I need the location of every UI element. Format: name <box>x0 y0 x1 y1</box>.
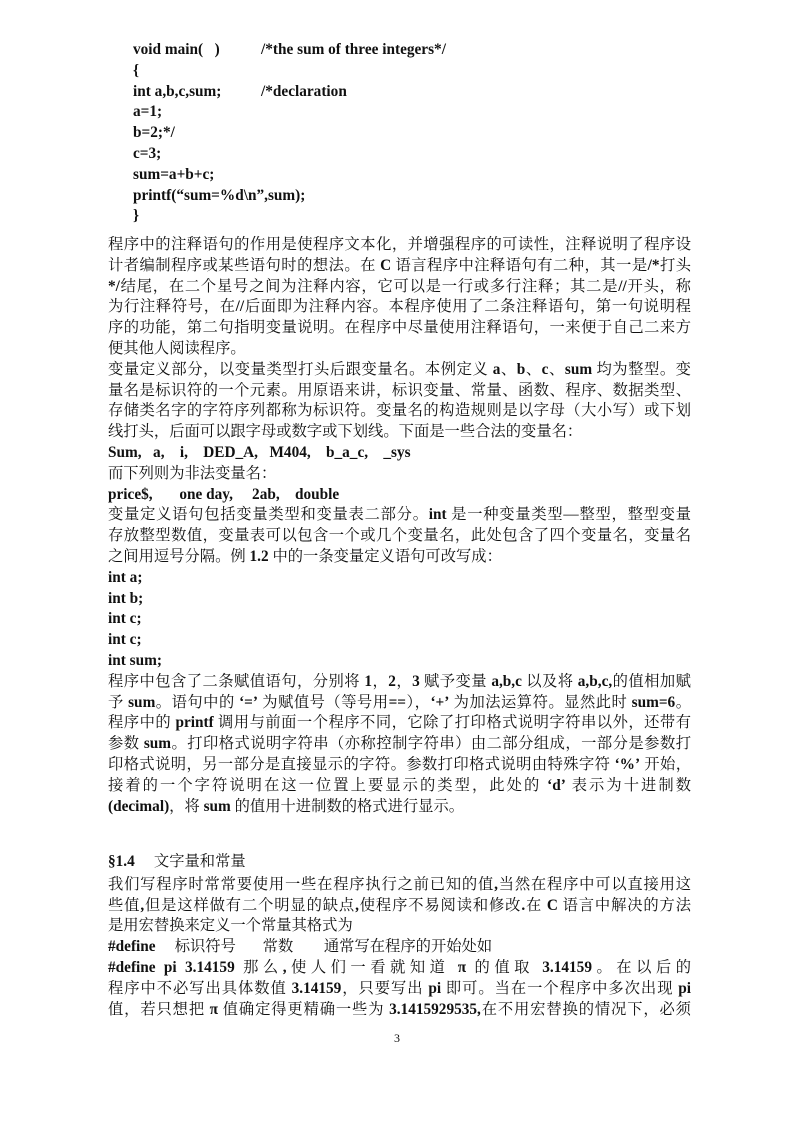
latin-run: int a; <box>108 568 143 586</box>
latin-run: sum <box>128 693 156 711</box>
latin-run: sum <box>203 797 231 815</box>
latin-run: ‘d’ <box>547 776 566 794</box>
code-comment: /*declaration <box>261 82 347 100</box>
latin-run: // <box>618 277 627 295</box>
body-text-variables <box>108 235 691 817</box>
latin-run: c <box>541 360 549 378</box>
text-line: 变量定义部分，以变量类型打头后跟变量名。本例定义 a、b、c、sum 均为整型。变 <box>108 360 691 378</box>
latin-run: pi <box>428 979 442 997</box>
code-line <box>133 144 533 165</box>
text-line: */结尾，在二个星号之间为注释内容，它可以是一行或多行注释；其二是//开头，称 <box>108 277 691 295</box>
latin-run: , <box>282 958 287 976</box>
latin-run: , <box>355 896 359 914</box>
text-line <box>108 568 691 589</box>
text-line <box>108 485 691 506</box>
latin-run: C <box>380 256 392 274</box>
latin-run: sum <box>564 360 593 378</box>
text-line <box>108 443 691 464</box>
text-line <box>108 609 691 630</box>
latin-run: C <box>546 896 558 914</box>
latin-run: , <box>494 875 498 893</box>
text-line: 为行注释符号，在//后面即为注释内容。本程序使用了二条注释语句，第一句说明程 <box>108 298 691 316</box>
code-text: int a,b,c,sum; <box>133 82 222 100</box>
text-line: 是用宏替换来定义一个常量其格式为 <box>108 917 353 935</box>
latin-run: sum=6 <box>631 693 676 711</box>
text-line: 计者编制程序或某些语句时的想法。在 C 语言程序中注释语句有二种，其一是/*打头 <box>108 256 691 274</box>
latin-run: #define <box>108 938 156 956</box>
section-heading: §1.4 文字量和常量 <box>108 853 246 870</box>
text-line: 序的功能，第二句指明变量说明。在程序中尽量使用注释语句，一来便于自己二来方 <box>108 319 691 337</box>
latin-run: . <box>521 896 526 914</box>
text-line: 印格式说明，另一部分是直接显示的字符。参数打印格式说明由特殊字符 ‘%’ 开始， <box>108 755 691 773</box>
code-text: { <box>133 61 140 79</box>
latin-run: */ <box>108 277 120 295</box>
latin-run: 3 <box>412 672 420 690</box>
latin-run: ‘+’ <box>430 693 450 711</box>
section-1-4-constants <box>108 852 691 1020</box>
text-line: 接着的一个字符说明在这一位置上要显示的类型，此处的 ‘d’ 表示为十进制数 <box>108 776 691 794</box>
latin-run: (decimal) <box>108 797 170 815</box>
text-line: 参数 sum。打印格式说明字符串（亦称控制字符串）由二部分组成，一部分是参数打 <box>108 735 691 753</box>
latin-run: ‘=’ <box>239 693 258 711</box>
code-line <box>133 186 533 207</box>
latin-run: /* <box>647 256 660 274</box>
latin-run: b <box>516 360 526 378</box>
latin-run: a,b,c, <box>577 672 613 690</box>
latin-run: 3.14159 <box>542 958 592 976</box>
latin-run: 2 <box>388 672 396 690</box>
text-line: 之间用逗号分隔。例 1.2 中的一条变量定义语句可改写成： <box>108 547 502 565</box>
latin-run: ‘%’ <box>614 755 641 773</box>
text-line: 程序中的注释语句的作用是使程序文本化，并增强程序的可读性，注释说明了程序设 <box>108 236 691 253</box>
text-line <box>108 651 691 672</box>
latin-run: // <box>235 298 245 316</box>
latin-run: sum <box>143 735 172 753</box>
text-line: 线打头，后面可以跟字母或数字或下划线。下面是一些合法的变量名： <box>108 423 583 441</box>
latin-run: π <box>209 1000 219 1018</box>
text-line: #define 标识符号 常数 通常写在程序的开始处如 <box>108 938 493 956</box>
text-line: 值，若只想把 π 值确定得更精确一些为 3.1415929535,在不用宏替换的情况下，必须 <box>108 1000 691 1018</box>
code-text: printf(“sum=%d\n”,sum); <box>133 186 306 204</box>
latin-run: printf <box>175 714 214 732</box>
latin-run: price$, one day, 2ab, double <box>108 485 340 503</box>
text-line: 程序中包含了二条赋值语句，分别将 1，2，3 赋予变量 a,b,c 以及将 a,b,c,的值相加赋 <box>108 672 691 690</box>
code-text: void main( ) <box>133 41 220 58</box>
page-number: 3 <box>394 1031 400 1045</box>
text-line: 便其他人阅读程序。 <box>108 339 246 357</box>
latin-run: a <box>492 360 501 378</box>
code-listing <box>133 40 533 227</box>
text-line: 变量定义语句包括变量类型和变量表二部分。int 是一种变量类型—整型，整型变量 <box>108 506 691 524</box>
latin-run: int b; <box>108 589 144 607</box>
latin-run: 3.1415929535, <box>389 1000 481 1018</box>
text-line <box>108 589 691 610</box>
code-text: } <box>133 207 140 225</box>
latin-run: pi <box>678 979 691 997</box>
latin-run: Sum, a, i, DED_A, M404, b_a_c, _sys <box>108 443 411 461</box>
text-line: (decimal)，将 sum 的值用十进制数的格式进行显示。 <box>108 797 465 815</box>
latin-run: int <box>428 506 447 524</box>
latin-run: 1 <box>364 672 372 690</box>
code-text: a=1; <box>133 103 163 121</box>
code-line <box>133 82 533 103</box>
code-line <box>133 165 533 186</box>
text-line: 些值,但是这样做有二个明显的缺点,使程序不易阅读和修改.在 C 语言中解决的方法 <box>108 896 691 914</box>
latin-run: 3.14159 <box>291 979 342 997</box>
latin-run: §1.4 <box>108 853 135 870</box>
text-line: 程序中的 printf 调用与前面一个程序不同，它除了打印格式说明字符串以外，还带有 <box>108 714 691 732</box>
text-line: 予 sum。语句中的 ‘=’ 为赋值号（等号用==），‘+’ 为加法运算符。显然此时 sum=6。 <box>108 693 691 711</box>
code-text: sum=a+b+c; <box>133 165 215 183</box>
code-text: c=3; <box>133 144 162 162</box>
text-line: 而下列则为非法变量名： <box>108 464 277 482</box>
text-line: 我们写程序时常常要使用一些在程序执行之前已知的值,当然在程序中可以直接用这 <box>108 875 691 893</box>
code-line <box>133 61 533 82</box>
text-line <box>108 630 691 651</box>
code-line <box>133 40 533 61</box>
latin-run: int c; <box>108 610 142 628</box>
latin-run: , <box>140 896 145 914</box>
code-line <box>133 206 533 227</box>
code-comment: /*the sum of three integers*/ <box>261 41 446 58</box>
text-line: #define pi 3.14159 那么,使人们一看就知道 π 的值取 3.14159。在以后的 <box>108 958 691 976</box>
text-line: 存放整型数值，变量表可以包含一个或几个变量名，此处包含了四个变量名，变量名 <box>108 527 691 545</box>
latin-run: π <box>457 958 467 976</box>
latin-run: #define pi 3.14159 <box>108 958 235 976</box>
latin-run: int c; <box>108 631 142 649</box>
code-line <box>133 123 533 144</box>
code-text: b=2;*/ <box>133 124 175 142</box>
text-line: 量名是标识符的一个元素。用原语来讲，标识变量、常量、函数、程序、数据类型、 <box>108 381 691 399</box>
code-line <box>133 102 533 123</box>
latin-run: == <box>388 693 407 711</box>
latin-run: a,b,c <box>491 672 522 690</box>
latin-run: 1.2 <box>249 547 269 565</box>
latin-run: int sum; <box>108 651 162 669</box>
text-line: 程序中不必写出具体数值 3.14159，只要写出 pi 即可。当在一个程序中多次出现 pi <box>108 979 691 997</box>
text-line: 存储类名字的字符序列都称为标识符。变量名的构造规则是以字母（大小写）或下划 <box>108 402 691 420</box>
